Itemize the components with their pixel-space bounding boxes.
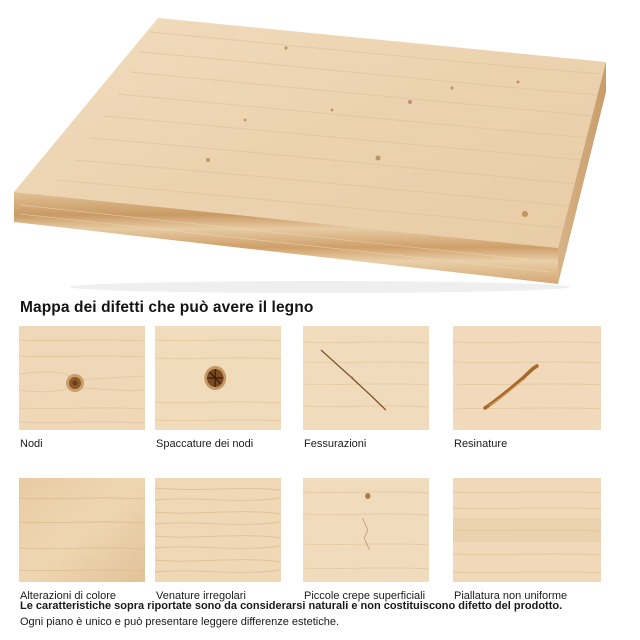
irregular-grain-sample-image (155, 478, 281, 582)
defect-card-resin (453, 326, 601, 478)
defect-label: Piccole crepe superficiali (304, 590, 426, 602)
knot-sample-image (19, 326, 145, 430)
knot-crack-sample-image (155, 326, 281, 430)
defect-label: Nodi (20, 438, 43, 450)
surface-crack-sample-image (303, 478, 429, 582)
defect-card-knot-cracks (155, 326, 281, 478)
discoloration-sample-image (19, 478, 145, 582)
defect-card-knots (19, 326, 145, 478)
section-title: Mappa dei difetti che può avere il legno (20, 299, 314, 316)
uneven-planing-sample-image (453, 478, 601, 582)
crack-sample-image (303, 326, 429, 430)
defect-label: Piallatura non uniforme (454, 590, 568, 602)
wood-panel-image (0, 0, 640, 295)
defect-label: Alterazioni di colore (20, 590, 116, 602)
defects-grid (19, 326, 601, 630)
disclaimer-line-2: Ogni piano è unico e può presentare leggere differenze estetiche. (20, 616, 340, 628)
defect-card-cracks (303, 326, 429, 478)
disclaimer (20, 598, 630, 630)
resin-sample-image (453, 326, 601, 430)
defect-label: Fessurazioni (304, 438, 367, 450)
defect-label: Venature irregolari (156, 590, 246, 602)
defect-label: Resinature (454, 438, 508, 450)
disclaimer-line-1: Le caratteristiche sopra riportate sono da considerarsi naturali e non costituiscono difetto del prodotto. (20, 600, 563, 612)
defect-label: Spaccature dei nodi (156, 438, 254, 450)
